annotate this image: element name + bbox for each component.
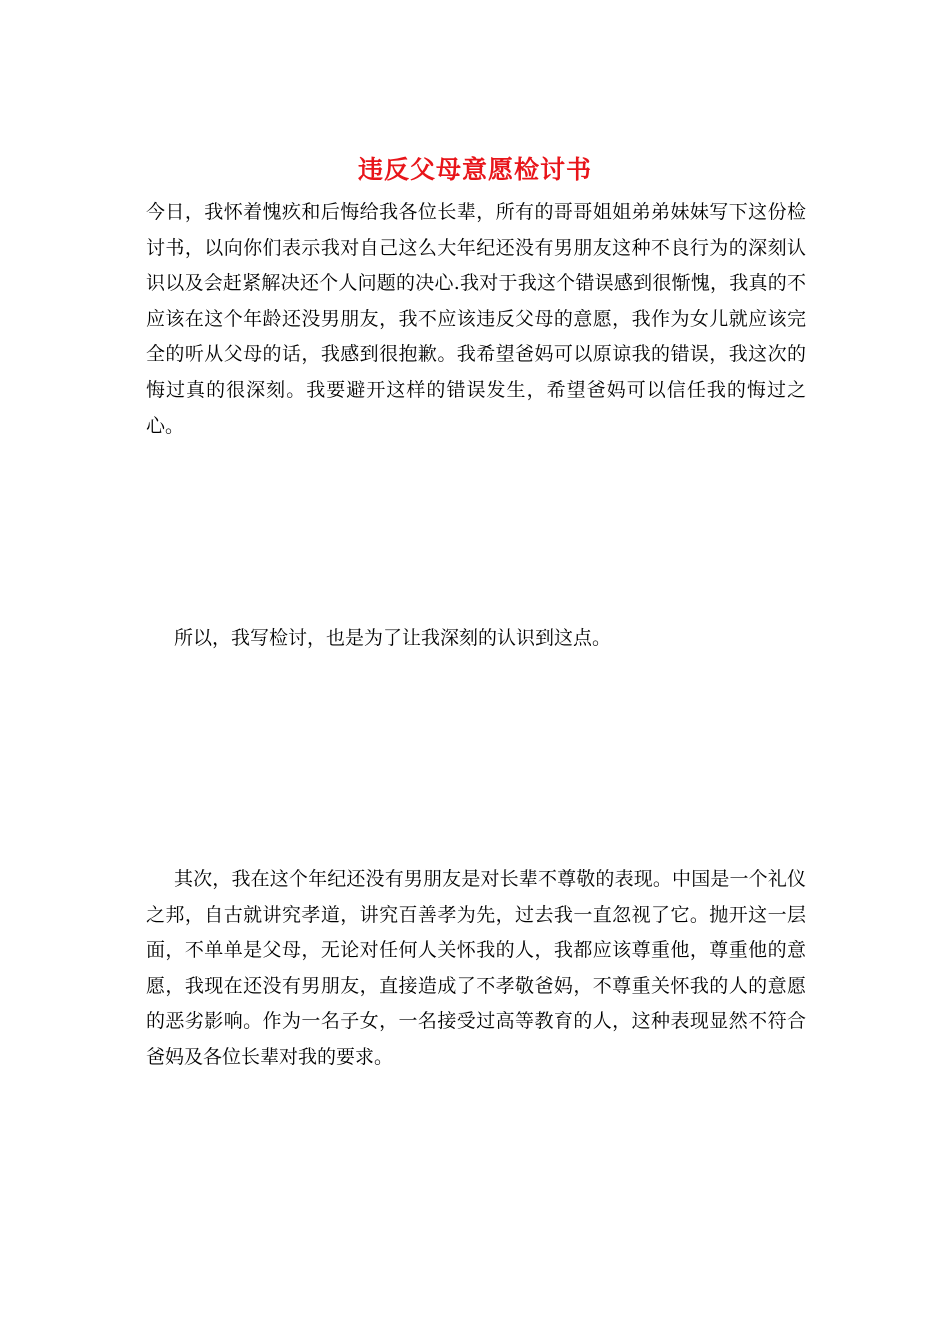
paragraph-1: 今日，我怀着愧疚和后悔给我各位长辈，所有的哥哥姐姐弟弟妹妹写下这份检讨书，以向你们表示我对自己这么大年纪还没有男朋友这种不良行为的深刻认识以及会赶紧解决还个人问题的决心.我对于我这个错误感到很惭愧，我真的不应该在这个年龄还没男朋友，我不应该违反父母的意愿，我作为女儿就应该完全的听从父母的话，我感到很抱歉。我希望爸妈可以原谅我的错误，我这次的悔过真的很深刻。我要避开这样的错误发生，希望爸妈可以信任我的悔过之心。	[146, 201, 806, 437]
paragraph-2: 所以，我写检讨，也是为了让我深刻的认识到这点。	[174, 627, 612, 649]
paragraph-3: 其次，我在这个年纪还没有男朋友是对长辈不尊敬的表现。中国是一个礼仪之邦，自古就讲究孝道，讲究百善孝为先，过去我一直忽视了它。抛开这一层面，不单单是父母，无论对任何人关怀我的人，我都应该尊重他，尊重他的意愿，我现在还没有男朋友，直接造成了不孝敬爸妈，不尊重关怀我的人的意愿的恶劣影响。作为一名子女，一名接受过高等教育的人，这种表现显然不符合爸妈及各位长辈对我的要求。	[146, 868, 806, 1068]
document-title: 违反父母意愿检讨书	[357, 155, 592, 184]
